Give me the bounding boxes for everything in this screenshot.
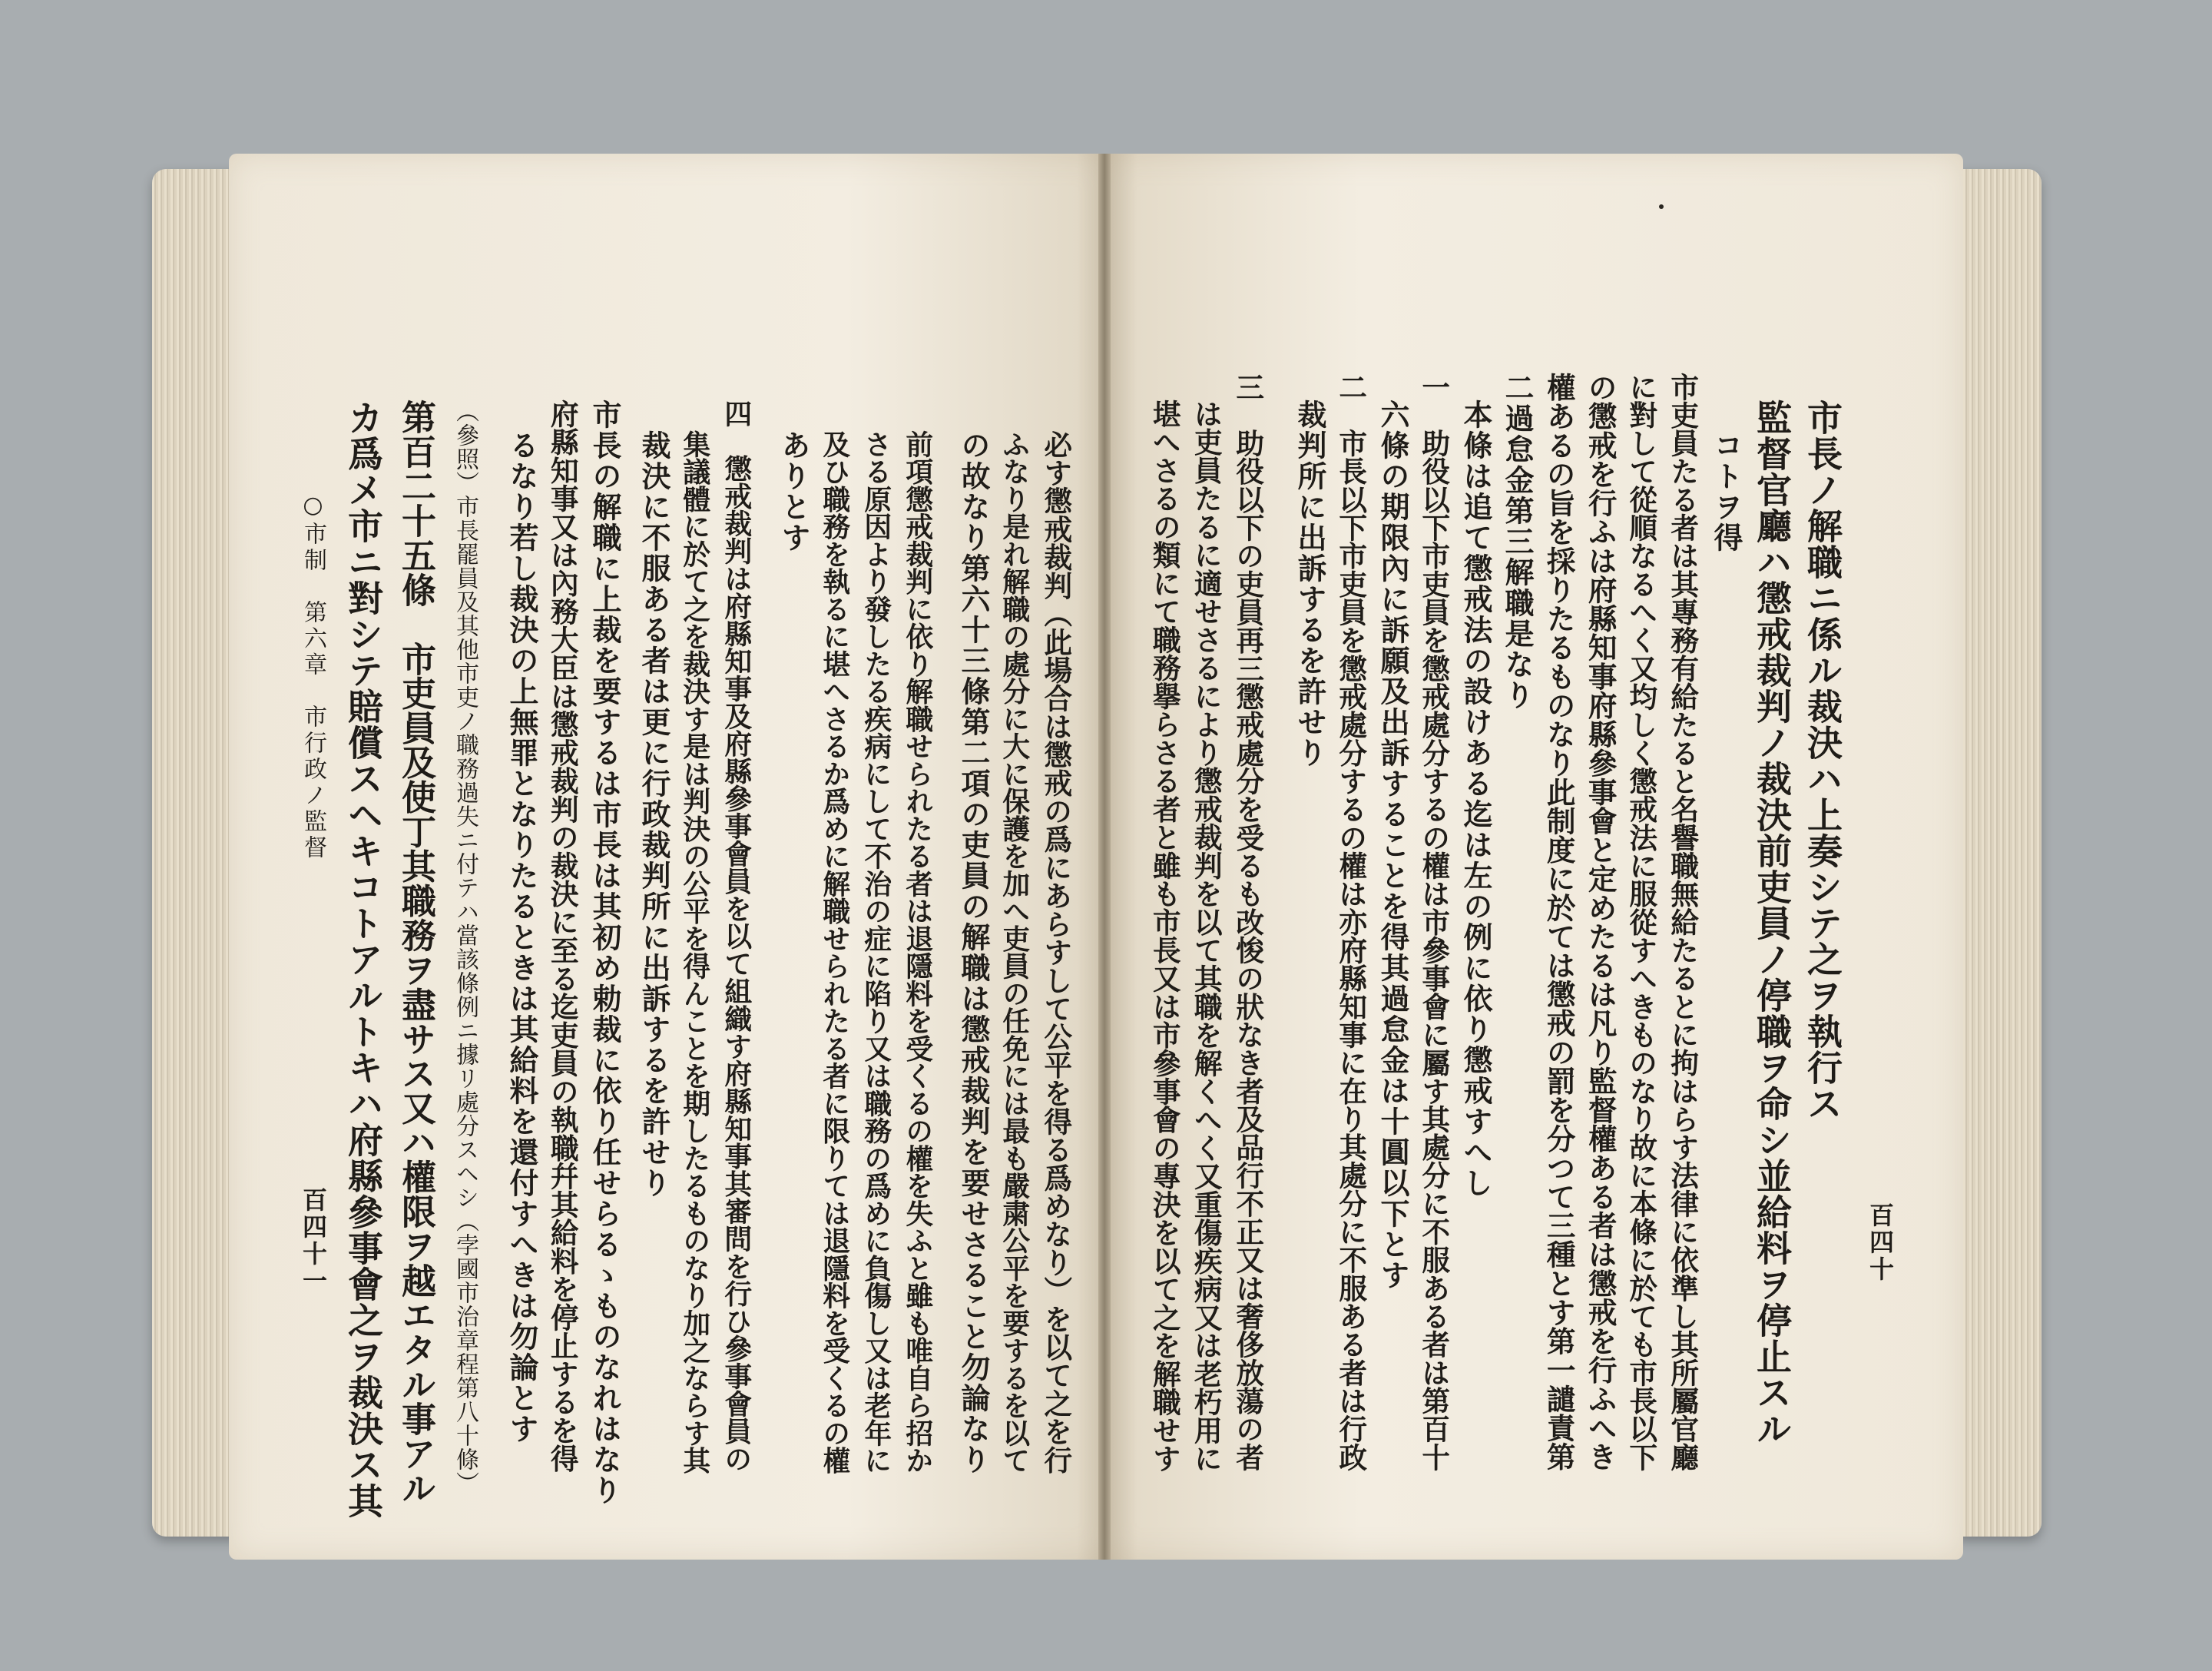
left-line-3: の故なり第六十三條第二項の吏員の解職は懲戒裁判を要せさること勿論なり — [956, 430, 991, 1475]
left-line-5: さる原因より發したる疾病にして不治の症に陷り又は職務の爲めに負傷し又は老年に — [859, 430, 892, 1474]
left-line-13: るなり若し裁決の上無罪となりたるときは其給料を還付すへきは勿論とす — [505, 430, 539, 1444]
right-line-7: 一 助役以下市吏員を懲戒處分するの權は市參事會に屬す其處分に不服ある者は第百十 — [1417, 373, 1451, 1471]
right-line-9: 二 市長以下市吏員を懲戒處分するの權は亦府縣知事に在り其處分に不服ある者は行政 — [1334, 373, 1368, 1471]
left-line-6: 及ひ職務を執るに堪へさるか爲めに解職せられたる者に限りては退隱料を受くるの權 — [818, 430, 851, 1474]
right-line-13: 堪へさるの類にて職務擧らさる者と雖も市長又は市參事會の專決を以て之を解職せす — [1147, 400, 1182, 1473]
left-reference-note: （參照）市長罷員及其他市吏ノ職務過失ニ付テハ當該條例ニ據リ處分スヘシ（孛國市治章程第八十條） — [452, 400, 478, 1495]
right-line-12: は吏員たるに適せさるにより懲戒裁判を以て其職を解くへく又重傷疾病又は老朽用に — [1189, 400, 1224, 1473]
left-line-12: 府縣知事又は內務大臣は懲戒裁判の裁決に至る迄吏員の執職幷其給料を停止するを得 — [545, 400, 580, 1473]
right-line-5: 二過怠金第三解職是なり — [1500, 373, 1535, 711]
right-line-6: 本條は追て懲戒法の設けある迄は左の例に依り懲戒すへし — [1459, 400, 1493, 1199]
left-line-1: 必す懲戒裁判（此場合は懲戒の爲にあらすして公平を得る爲めなり）を以て之を行 — [1039, 430, 1073, 1474]
right-line-1: 市吏員たる者は其專務有給たると名譽職無給たるとに拘はらす法律に依準し其所屬官廳 — [1666, 373, 1700, 1471]
left-line-11: 市長の解職に上裁を要するは市長は其初め勅裁に依り任せらるゝものなれはなり — [588, 400, 622, 1506]
book-gutter — [1098, 154, 1111, 1560]
right-line-11: 三 助役以下の吏員再三懲戒處分を受るも改悛の狀なき者及品行不正又は奢侈放蕩の者 — [1231, 373, 1265, 1471]
right-line-10: 裁判所に出訴するを許せり — [1293, 400, 1327, 768]
left-line-7: ありとす — [777, 430, 811, 553]
left-line-10: 裁決に不服ある者は更に行政裁判所に出訴するを許せり — [637, 430, 671, 1199]
right-heading-3: コトヲ得 — [1709, 430, 1743, 553]
right-line-3: の懲戒を行ふは府縣知事府縣參事會と定めたるは凡り監督權ある者は懲戒を行ふへき — [1583, 373, 1618, 1471]
article-125-line-1: 第百二十五條 市吏員及使丁其職務ヲ盡サス又ハ權限ヲ越エタル事アル — [395, 400, 436, 1505]
left-line-9: 集議體に於て之を裁決す是は判決の公平を得んことを期したるものなり加之ならす其 — [678, 430, 711, 1474]
left-line-4: 前項懲戒裁判に依り解職せられたる者は退隱料を受くるの權を失ふと雖も唯自ら招か — [901, 430, 934, 1474]
right-page-number: 百四十 — [1866, 1202, 1895, 1283]
left-line-2: ふなり是れ解職の處分に大に保護を加へ吏員の任免には最も嚴粛公平を要するを以て — [998, 430, 1031, 1474]
right-line-4: 權あるの旨を採りたるものなり此制度に於ては懲戒の罰を分つて三種とす第一譴責第 — [1541, 373, 1576, 1471]
left-line-8: 四 懲戒裁判は府縣知事及府縣參事會員を以て組織す府縣知事其審問を行ひ參事會員の — [720, 400, 753, 1473]
right-heading-2: 監督官廳ハ懲戒裁判ノ裁決前吏員ノ停職ヲ命シ並給料ヲ停止スル — [1751, 400, 1793, 1447]
left-page-number: 百四十一 — [299, 1187, 328, 1295]
article-125-line-2: カ爲メ市ニ對シテ賠償スヘキコトアルトキハ府縣參事會之ヲ裁決ス其 — [343, 400, 384, 1519]
running-footer: ○市制 第六章 市行政ノ監督 — [300, 492, 326, 861]
right-line-2: に對して從順なるへく又均しく懲戒法に服從すへきものなり故に本條に於ても市長以下 — [1624, 373, 1658, 1471]
right-page-edges — [1957, 169, 2041, 1537]
ink-speck — [1659, 204, 1664, 209]
right-heading-1: 市長ノ解職ニ係ル裁決ハ上奏シテ之ヲ執行ス — [1802, 400, 1843, 1122]
right-line-8: 六條の期限內に訴願及出訴することを得其過怠金は十圓以下とす — [1376, 400, 1410, 1291]
